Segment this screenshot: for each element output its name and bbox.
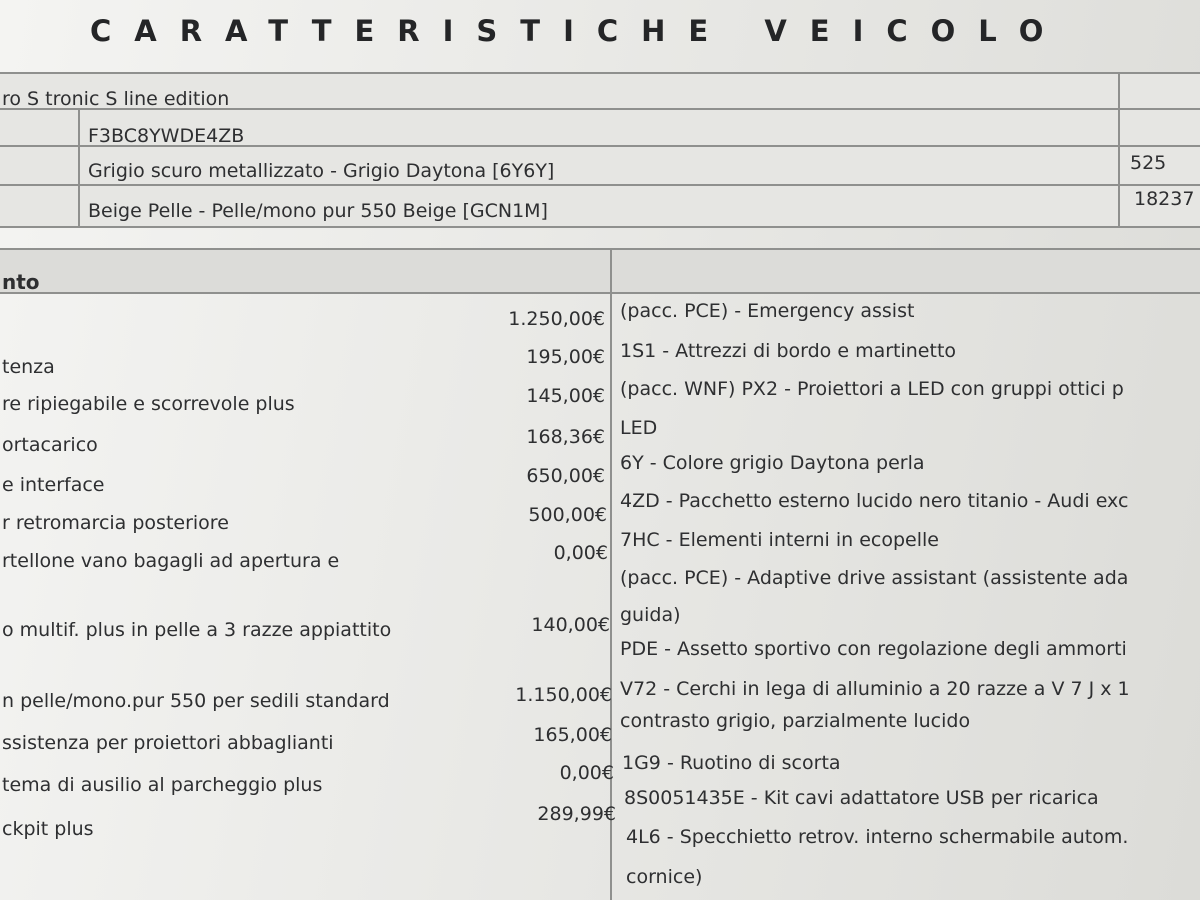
- option-name: o multif. plus in pelle a 3 razze appiattito: [2, 619, 392, 641]
- standard-equipment-line: LED: [620, 417, 658, 439]
- option-price: 1.250,00€: [508, 308, 605, 330]
- option-name: re ripiegabile e scorrevole plus: [2, 393, 295, 415]
- option-price: 1.150,00€: [515, 684, 612, 706]
- option-price: 168,36€: [526, 426, 605, 448]
- table-column-rule: [1118, 74, 1120, 226]
- vehicle-model: ro S tronic S line edition: [2, 88, 230, 110]
- option-price: 165,00€: [533, 724, 612, 746]
- option-price: 289,99€: [537, 803, 616, 825]
- standard-equipment-line: contrasto grigio, parzialmente lucido: [620, 710, 971, 732]
- table-rule: [0, 184, 1200, 186]
- standard-equipment-line: guida): [620, 604, 681, 626]
- exterior-color-price: 525: [1130, 152, 1167, 174]
- table-column-rule: [78, 110, 80, 226]
- section-rule: [0, 292, 1200, 294]
- option-price: 145,00€: [526, 385, 605, 407]
- option-name: n pelle/mono.pur 550 per sedili standard: [2, 690, 390, 712]
- option-price: 650,00€: [526, 465, 605, 487]
- option-name: rtellone vano bagagli ad apertura e: [2, 550, 340, 572]
- option-name: ortacarico: [2, 434, 98, 456]
- option-name: ssistenza per proiettori abbaglianti: [2, 732, 334, 754]
- option-price: 0,00€: [559, 762, 614, 784]
- option-price: 0,00€: [553, 542, 608, 564]
- standard-equipment-line: 1G9 - Ruotino di scorta: [622, 752, 841, 774]
- table-rule: [0, 72, 1200, 74]
- section-header-band: [0, 250, 1200, 292]
- vehicle-vin: F3BC8YWDE4ZB: [88, 125, 245, 147]
- standard-equipment-line: 1S1 - Attrezzi di bordo e martinetto: [620, 340, 957, 362]
- option-name: ckpit plus: [2, 818, 94, 840]
- standard-equipment-line: 8S0051435E - Kit cavi adattatore USB per ricarica: [624, 787, 1099, 809]
- optional-section-header: nto: [2, 270, 40, 294]
- standard-equipment-line: cornice): [626, 866, 703, 888]
- table-rule: [0, 226, 1200, 228]
- standard-equipment-line: (pacc. PCE) - Adaptive drive assistant (assistente ada: [620, 567, 1129, 589]
- option-price: 195,00€: [526, 346, 605, 368]
- standard-equipment-line: (pacc. PCE) - Emergency assist: [620, 300, 915, 322]
- option-name: tenza: [2, 356, 55, 378]
- standard-equipment-line: 4L6 - Specchietto retrov. interno schermabile autom.: [626, 826, 1129, 848]
- standard-equipment-line: PDE - Assetto sportivo con regolazione degli ammorti: [620, 638, 1127, 660]
- exterior-color: Grigio scuro metallizzato - Grigio Daytona [6Y6Y]: [88, 160, 555, 182]
- document-title: CARATTERISTICHE VEICOLO: [90, 14, 1067, 48]
- standard-equipment-line: (pacc. WNF) PX2 - Proiettori a LED con gruppi ottici p: [620, 378, 1124, 400]
- option-price: 500,00€: [528, 504, 607, 526]
- standard-equipment-line: V72 - Cerchi in lega di alluminio a 20 razze a V 7 J x 1: [620, 678, 1130, 700]
- option-name: tema di ausilio al parcheggio plus: [2, 774, 323, 796]
- standard-equipment-line: 6Y - Colore grigio Daytona perla: [620, 452, 925, 474]
- interior-trim: Beige Pelle - Pelle/mono pur 550 Beige [GCN1M]: [88, 200, 548, 222]
- option-name: r retromarcia posteriore: [2, 512, 229, 534]
- interior-price: 18237: [1134, 188, 1195, 210]
- option-price: 140,00€: [531, 614, 610, 636]
- standard-equipment-line: 4ZD - Pacchetto esterno lucido nero titanio - Audi exc: [620, 490, 1129, 512]
- option-name: e interface: [2, 474, 105, 496]
- standard-equipment-line: 7HC - Elementi interni in ecopelle: [620, 529, 939, 551]
